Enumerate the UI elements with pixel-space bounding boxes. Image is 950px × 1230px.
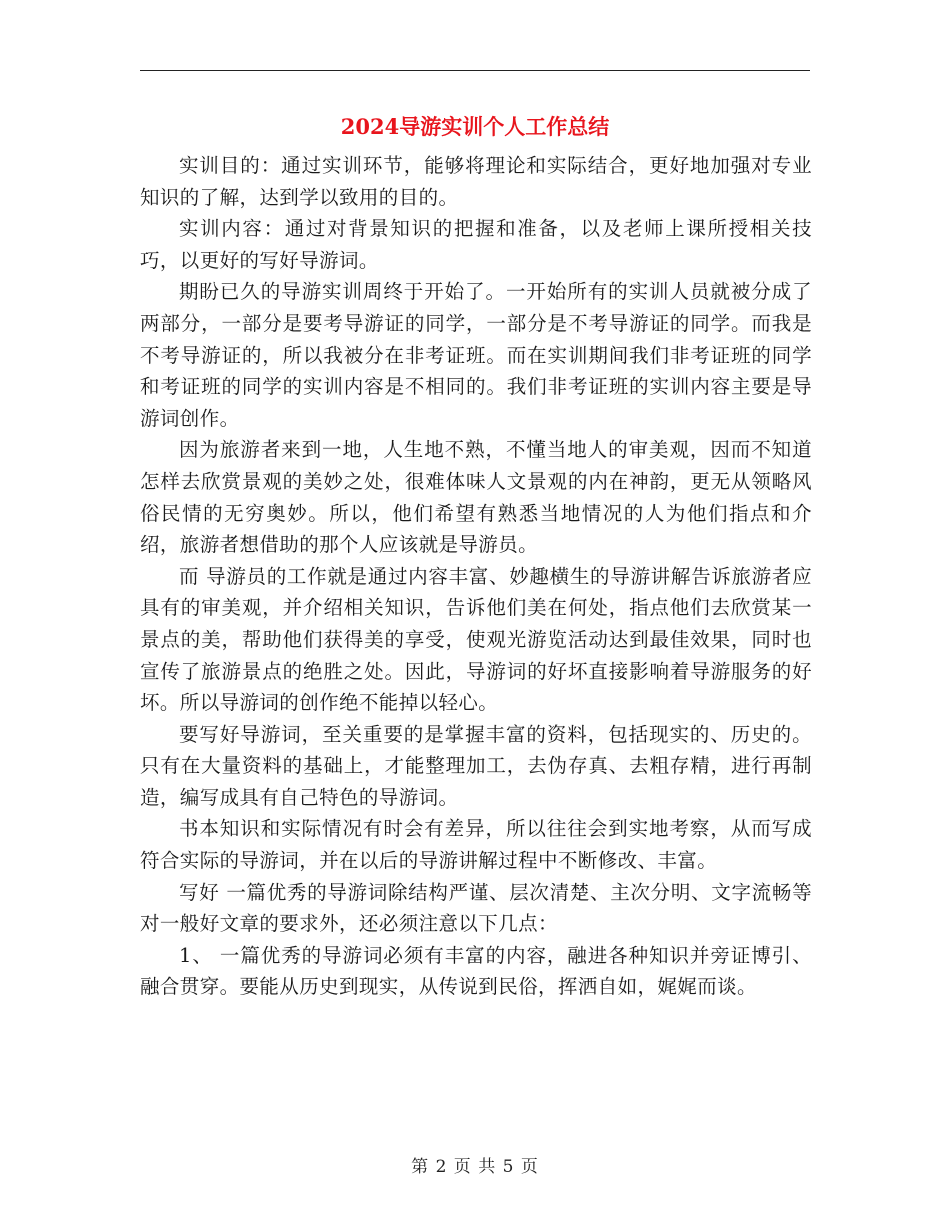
document-body — [140, 150, 812, 1003]
paragraph-writing-requirements: 写好 一篇优秀的导游词除结构严谨、层次清楚、主次分明、文字流畅等对一般好文章的要求外，还必须注意以下几点： — [140, 880, 812, 936]
paragraph-training-week: 期盼已久的导游实训周终于开始了。一开始所有的实训人员就被分成了两部分，一部分是要考导游证的同学，一部分是不考导游证的同学。而我是不考导游证的，所以我被分在非考证班。而在实训期间我们非考证班的同学和考证班的同学的实训内容是不相同的。我们非考证班的实训内容主要是导游词创作。 — [140, 280, 812, 430]
paragraph-point-one: 1、 一篇优秀的导游词必须有丰富的内容，融进各种知识并旁证博引、融合贯穿。要能从历史到现实，从传说到民俗，挥洒自如，娓娓而谈。 — [140, 943, 812, 999]
paragraph-training-content: 实训内容：通过对背景知识的把握和准备，以及老师上课所授相关技巧，以更好的写好导游词。 — [140, 217, 812, 272]
paragraph-tourist-needs: 因为旅游者来到一地，人生地不熟，不懂当地人的审美观，因而不知道怎样去欣赏景观的美妙之处，很难体味人文景观的内在神韵，更无从领略风俗民情的无穷奥妙。所以，他们希望有熟悉当地情况的人为他们指点和介绍，旅游者想借助的那个人应该就是导游员。 — [140, 438, 812, 557]
document-title: 2024导游实训个人工作总结 — [340, 114, 610, 139]
paragraph-materials: 要写好导游词，至关重要的是掌握丰富的资料，包括现实的、历史的。只有在大量资料的基础上，才能整理加工，去伪存真、去粗存精，进行再制造，编写成具有自己特色的导游词。 — [140, 722, 812, 809]
page-footer: 第 2 页 共 5 页 — [411, 1157, 539, 1177]
paragraph-training-purpose: 实训目的：通过实训环节，能够将理论和实际结合，更好地加强对专业知识的了解，达到学以致用的目的。 — [140, 154, 812, 209]
paragraph-guide-role: 而 导游员的工作就是通过内容丰富、妙趣横生的导游讲解告诉旅游者应具有的审美观，并介绍相关知识，告诉他们美在何处，指点他们去欣赏某一景点的美，帮助他们获得美的享受，使观光游览活动达到最佳效果，同时也宣传了旅游景点的绝胜之处。因此，导游词的好坏直接影响着导游服务的好坏。所以导游词的创作绝不能掉以轻心。 — [140, 564, 812, 715]
paragraph-field-study: 书本知识和实际情况有时会有差异，所以往往会到实地考察，从而写成符合实际的导游词，并在以后的导游讲解过程中不断修改、丰富。 — [140, 817, 812, 873]
header-rule — [140, 70, 810, 71]
